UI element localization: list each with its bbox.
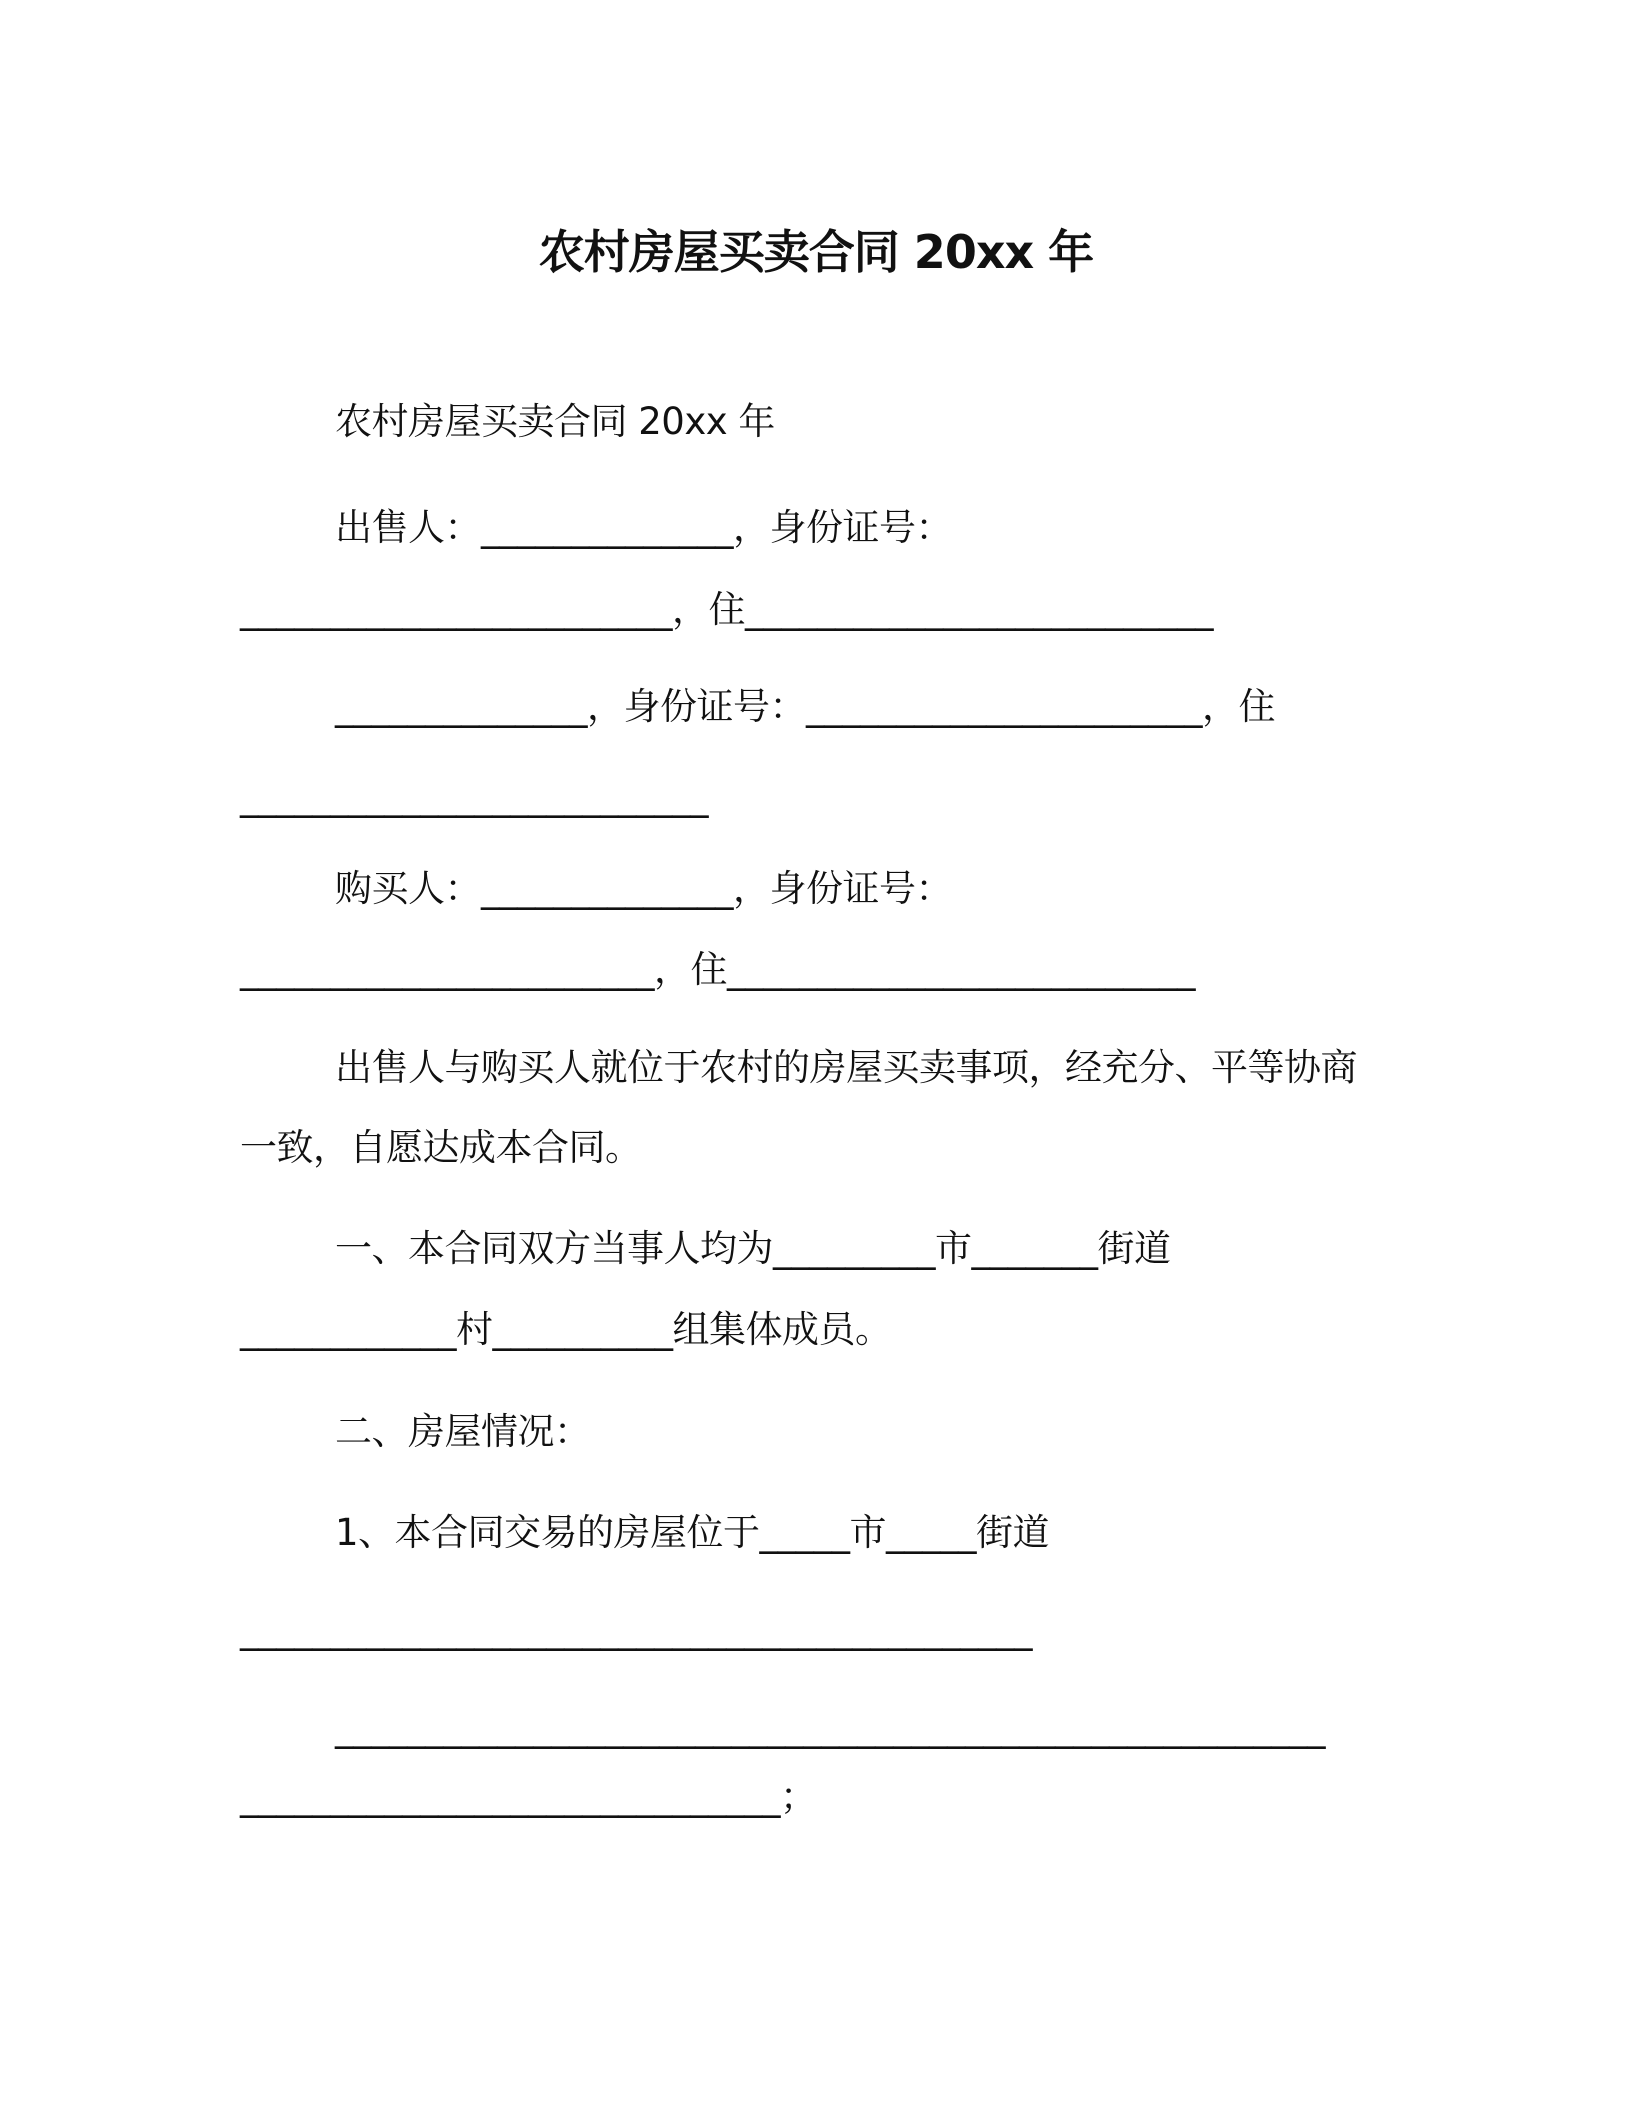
clause-2-item-1-line-4: ______________________________； — [240, 1775, 817, 1818]
clause-2-item-1-line-1: 1、本合同交易的房屋位于_____市_____街道 — [335, 1511, 1050, 1554]
seller-id-address-line: ________________________，住__________________________ — [240, 588, 1213, 631]
clause-2-item-1-line-3: _______________________________________________________ — [335, 1706, 1325, 1749]
clause-2-item-1-line-2: ____________________________________________ — [240, 1608, 1032, 1651]
clause-2-heading: 二、房屋情况： — [335, 1410, 591, 1453]
agreement-text-line-1: 出售人与购买人就位于农村的房屋买卖事项，经充分、平等协商 — [335, 1046, 1357, 1089]
clause-1-line-2: ____________村__________组集体成员。 — [240, 1308, 892, 1351]
seller-name-line: 出售人：______________，身份证号： — [335, 506, 952, 549]
paragraph-heading: 农村房屋买卖合同 20xx 年 — [335, 400, 775, 443]
buyer-name-line: 购买人：______________，身份证号： — [335, 867, 952, 910]
agreement-text-line-2: 一致，自愿达成本合同。 — [240, 1126, 642, 1169]
document-title: 农村房屋买卖合同 20xx 年 — [538, 225, 1094, 279]
seller2-id-line: ______________，身份证号：______________________，住 — [335, 685, 1275, 728]
buyer-id-address-line: _______________________，住__________________________ — [240, 948, 1195, 991]
clause-1-line-1: 一、本合同双方当事人均为_________市_______街道 — [335, 1227, 1171, 1270]
seller2-address-line: __________________________ — [240, 775, 708, 818]
